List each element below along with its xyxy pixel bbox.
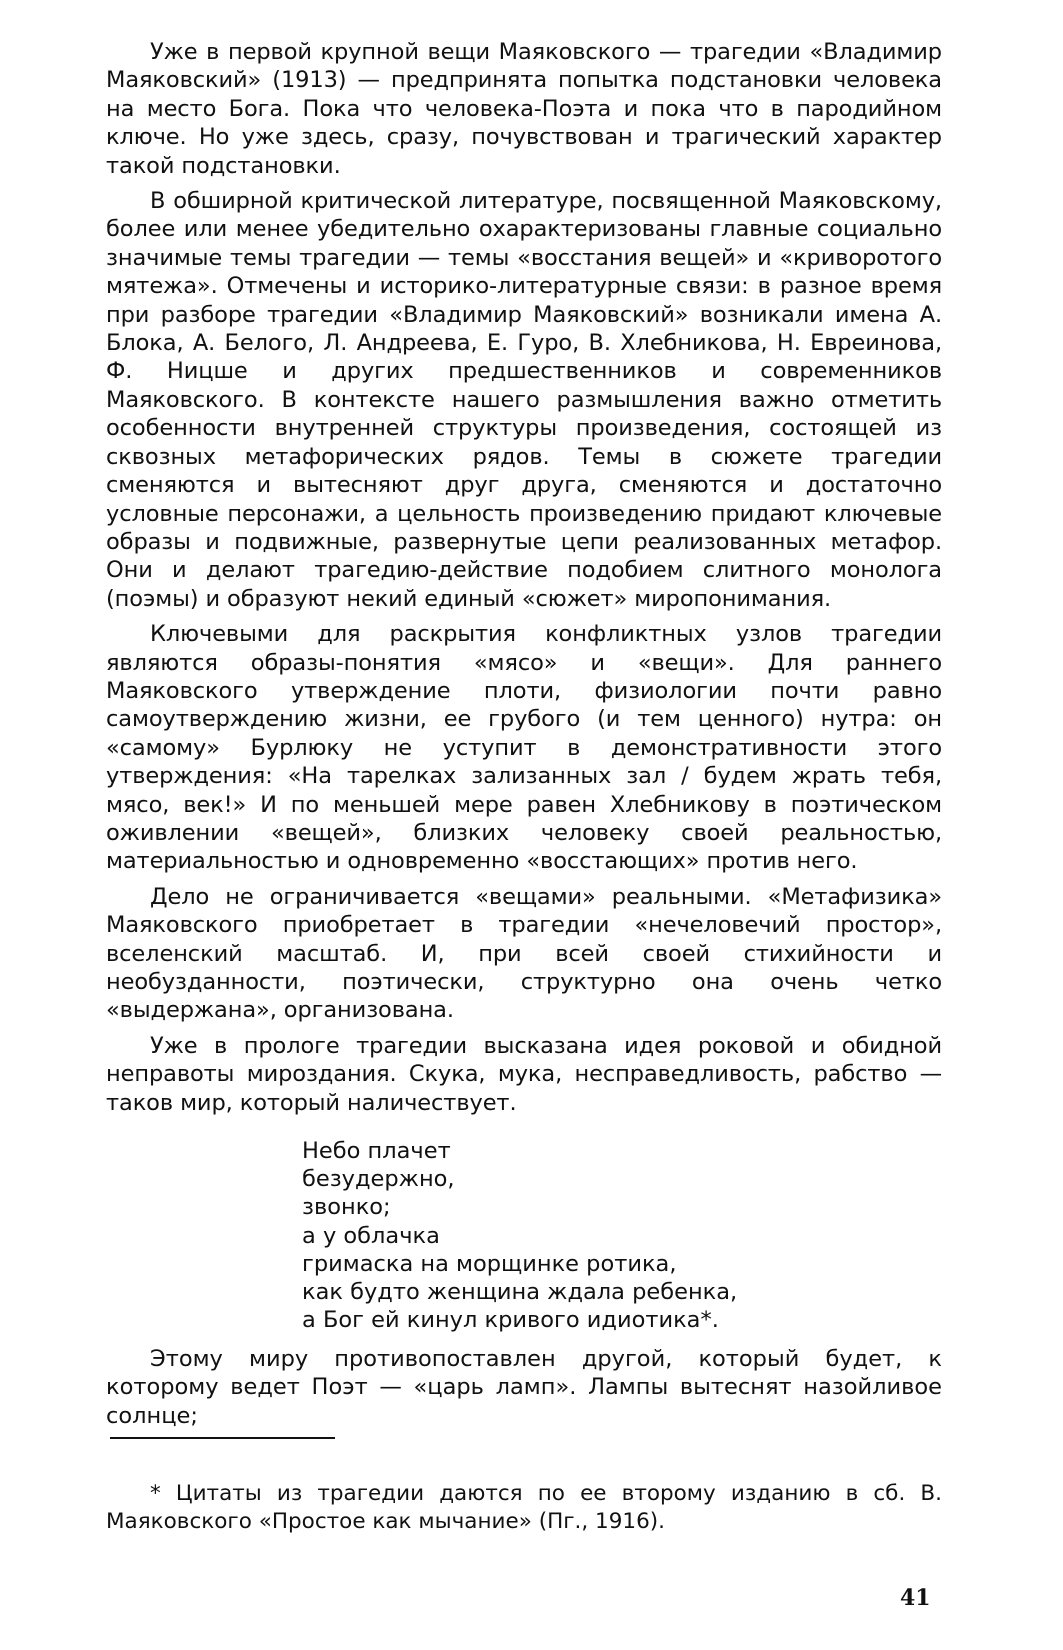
paragraph: Уже в прологе трагедии высказана идея роковой и обидной неправоты мироздания. Скука, мука, несправедливость, рабство — таков мир, который наличествует.	[106, 1032, 942, 1116]
footnote-text: * Цитаты из трагедии даются по ее второму изданию в сб. В. Маяковского «Простое как мычание» (Пг., 1916).	[106, 1481, 942, 1534]
page-number: 41	[900, 1585, 931, 1611]
poem-line: Небо плачет	[302, 1138, 451, 1164]
main-text	[106, 38, 942, 1124]
paragraph: Уже в первой крупной вещи Маяковского — трагедии «Владимир Маяковский» (1913) — предпринята попытка подстановки человека на место Бога. Пока что человека-Поэта и пока что в пародийном ключе. Но уже здесь, сразу, почувствован и трагический характер такой подстановки.	[106, 39, 942, 179]
paragraph: В обширной критической литературе, посвященной Маяковскому, более или менее убедительно охарактеризованы главные социально значимые темы трагедии — темы «восстания вещей» и «криворотого мятежа». Отмечены и историко-литературные связи: в разное время при разборе трагедии «Владимир Маяковский» возникали имена А. Блока, А. Белого, Л. Андреева, Е. Гуро, В. Хлебникова, Н. Евреинова, Ф. Ницше и других предшественников и современников Маяковского. В контексте нашего размышления важно отметить особенности внутренней структуры произведения, состоящей из сквозных метафорических рядов. Темы в сюжете трагедии сменяются и вытесняют друг друга, сменяются и достаточно условные персонажи, а цельность произведению придают ключевые образы и подвижные, развернутые цепи реализованных метафор. Они и делают трагедию-действие подобием слитного монолога (поэмы) и образуют некий единый «сюжет» миропонимания.	[106, 188, 942, 612]
after-poem-text	[106, 1345, 942, 1430]
poem-line: а у облачка	[302, 1222, 440, 1249]
poem-line: звонко;	[302, 1194, 391, 1221]
poem-quote	[302, 1137, 737, 1334]
paragraph: Дело не ограничивается «вещами» реальными. «Метафизика» Маяковского приобретает в трагедии «нечеловечий простор», вселенский масштаб. И, при всей своей стихийности и необузданности, поэтически, структурно она очень четко «выдержана», организована.	[106, 883, 942, 1024]
paragraph: Этому миру противопоставлен другой, который будет, к которому ведет Поэт — «царь ламп». Лампы вытеснят назойливое солнце;	[106, 1346, 942, 1429]
poem-line: безудержно,	[302, 1166, 455, 1193]
poem-line: как будто женщина ждала ребенка,	[302, 1279, 738, 1306]
paragraph: Ключевыми для раскрытия конфликтных узлов трагедии являются образы-понятия «мясо» и «вещи». Для раннего Маяковского утверждение плоти, физиологии почти равно самоутверждению жизни, ее грубого (и тем ценного) нутра: он «самому» Бурлюку не уступит в демонстративности этого утверждения: «На тарелках зализанных зал / будем жрать тебя, мясо, век!» И по меньшей мере равен Хлебникову в поэтическом оживлении «вещей», близких человеку своей реальностью, материальностью и одновременно «восстающих» против него.	[106, 621, 942, 875]
footnote	[106, 1480, 942, 1536]
poem-line: гримаска на морщинке ротика,	[302, 1250, 677, 1277]
poem-line: а Бог ей кинул кривого идиотика*.	[302, 1307, 719, 1334]
footnote-divider	[110, 1437, 335, 1439]
